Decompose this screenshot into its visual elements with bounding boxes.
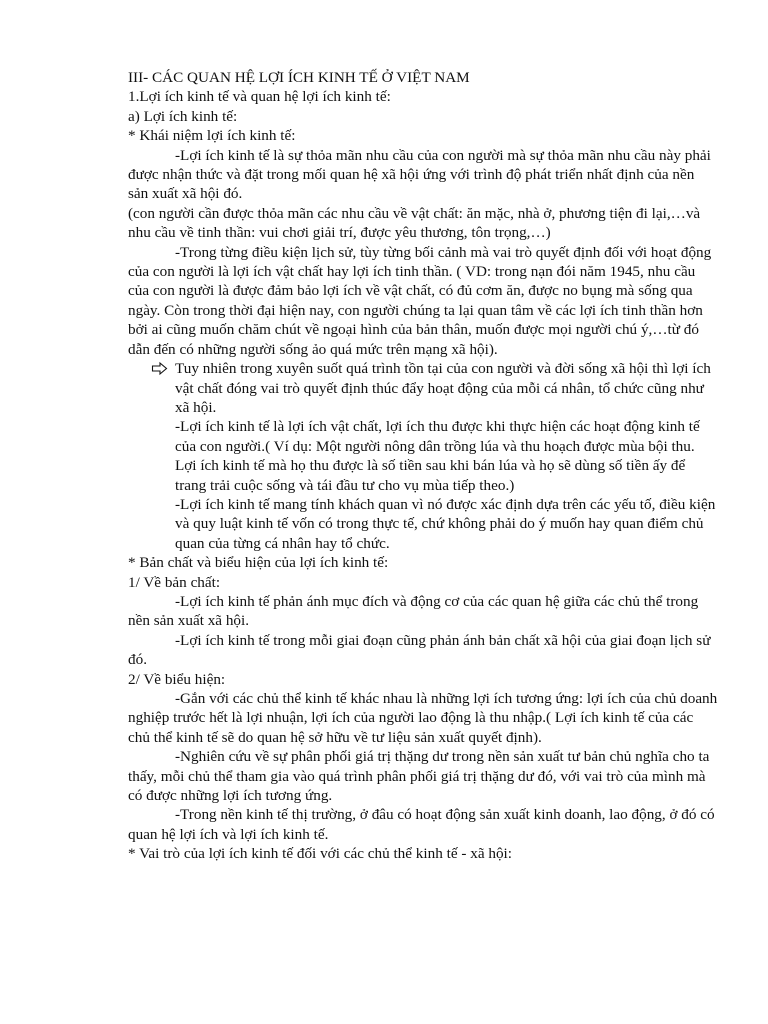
paragraph-needs: (con người cần được thỏa mãn các nhu cầu về vật chất: ăn mặc, nhà ở, phương tiện đi lại,…và nhu cầu về tinh thần: vui chơi giải trí, được yêu thương, tôn trọng,…): [128, 204, 701, 242]
subsection-title: 1.Lợi ích kinh tế và quan hệ lợi ích kinh tế:: [128, 88, 391, 106]
bullet-text: Tuy nhiên trong xuyên suốt quá trình tồn tại của con người và đời sống xã hội thì lợi ích vật chất đóng vai trò quyết định thúc đẩy hoạt động của mỗi cá nhân, tổ chức cũng như xã hội.: [175, 360, 711, 416]
expression-subtitle: 2/ Về biểu hiện:: [128, 670, 226, 688]
concept-title: * Khái niệm lợi ích kinh tế:: [128, 127, 296, 145]
bullet-subparagraph: -Lợi ích kinh tế mang tính khách quan vì nó được xác định dựa trên các yếu tố, điều kiện và quy luật kinh tế vốn có trong thực tế, chứ không phải do ý muốn hay quan điểm chủ quan của từng cá nhân hay tổ chức.: [175, 495, 716, 552]
paragraph-history: -Trong từng điều kiện lịch sử, tùy từng bối cảnh mà vai trò quyết định đối với hoạt động của con người là lợi ích vật chất hay lợi ích tinh thần. ( VD: trong nạn đói năm 1945, nhu cầu của con người là được đảm bảo lợi ích về vật chất, có đủ cơm ăn, được no bụng mà sống qua ngày. Còn trong thời đại hiện nay, con người chúng ta lại quan tâm về các lợi ích tinh thần hơn bởi ai cũng muốn chăm chút về ngoại hình của bản thân, muốn được mọi người chú ý,…từ đó dẫn đến có những người sống ảo quá mức trên mạng xã hội).: [128, 243, 712, 358]
document-page: [128, 68, 718, 864]
nature-subtitle: 1/ Về bản chất:: [128, 573, 221, 591]
paragraph-nature-1: -Lợi ích kinh tế phản ánh mục đích và động cơ của các quan hệ giữa các chủ thể trong nền sản xuất xã hội.: [128, 592, 699, 630]
nature-title: * Bản chất và biểu hiện của lợi ích kinh tế:: [128, 554, 389, 572]
bullet-item: [128, 359, 718, 553]
paragraph-nature-2: -Lợi ích kinh tế trong mỗi giai đoạn cũng phản ánh bản chất xã hội của giai đoạn lịch sử đó.: [128, 631, 711, 669]
paragraph-definition: -Lợi ích kinh tế là sự thỏa mãn nhu cầu của con người mà sự thỏa mãn nhu cầu này phải được nhận thức và đặt trong mối quan hệ xã hội ứng với trình độ phát triển nhất định của nền sản xuất xã hội đó.: [128, 146, 711, 203]
role-title: * Vai trò của lợi ích kinh tế đối với các chủ thể kinh tế - xã hội:: [128, 845, 512, 863]
section-heading: III- CÁC QUAN HỆ LỢI ÍCH KINH TẾ Ở VIỆT NAM: [128, 69, 470, 86]
paragraph-expression-1: -Gắn với các chủ thể kinh tế khác nhau là những lợi ích tương ứng: lợi ích của chủ doanh nghiệp trước hết là lợi nhuận, lợi ích của người lao động là thu nhập.( Lợi ích kinh tế của các chủ thể kinh tế sẽ do quan hệ sở hữu về tư liệu sản xuất quyết định).: [128, 690, 718, 746]
paragraph-expression-3: -Trong nền kinh tế thị trường, ở đâu có hoạt động sản xuất kinh doanh, lao động, ở đó có quan hệ lợi ích và lợi ích kinh tế.: [128, 806, 715, 843]
paragraph-expression-2: -Nghiên cứu về sự phân phối giá trị thặng dư trong nền sản xuất tư bản chủ nghĩa cho ta thấy, mỗi chủ thể tham gia vào quá trình phân phối giá trị thặng dư đó, với vai trò của mình mà có được những lợi ích tương ứng.: [128, 748, 710, 805]
bullet-subparagraph: -Lợi ích kinh tế là lợi ích vật chất, lợi ích thu được khi thực hiện các hoạt động kinh tế của con người.( Ví dụ: Một người nông dân trồng lúa và thu hoạch được mùa bội thu. Lợi ích kinh tế mà họ thu được là số tiền sau khi bán lúa và họ sẽ dùng số tiền ấy để trang trải cuộc sống và tái đầu tư cho vụ mùa tiếp theo.): [175, 418, 700, 494]
right-arrow-outline-icon: [151, 359, 169, 378]
subsection-title: a) Lợi ích kinh tế:: [128, 107, 238, 125]
